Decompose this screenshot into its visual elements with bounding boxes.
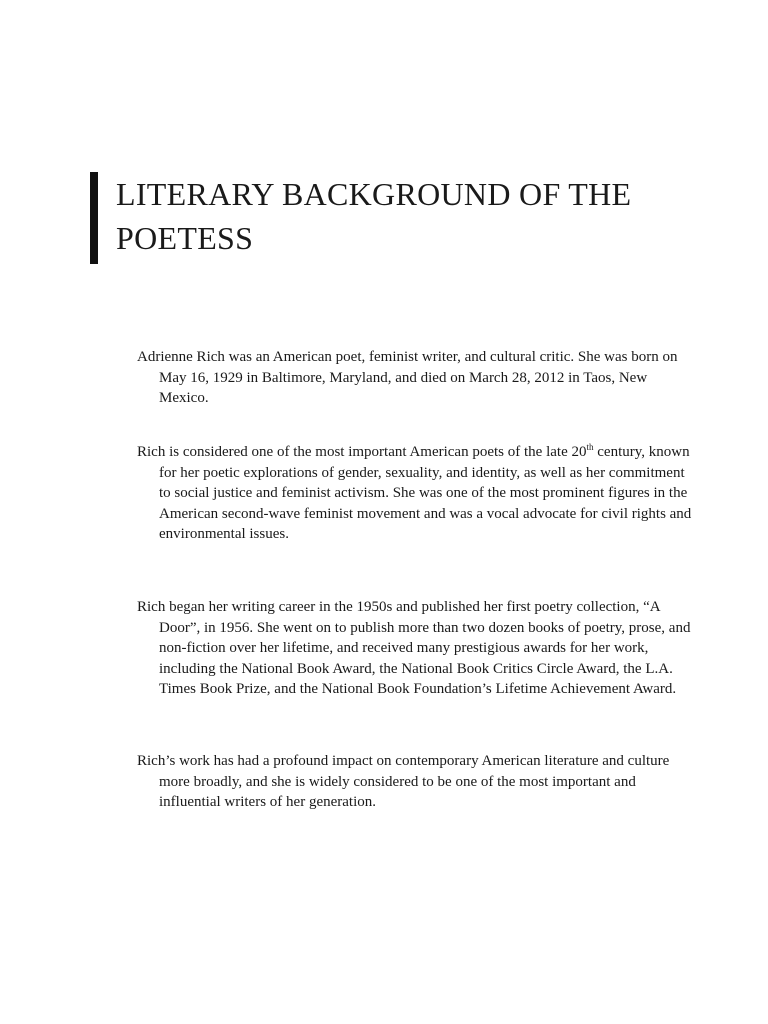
paragraph-career: Rich began her writing career in the 1950s and published her first poetry collection, “A Door”, in 1956. She went on to publish more than two dozen books of poetry, prose, and non-fiction over her lifetime, and received many prestigious awards for her work, including the National Book Award, the National Book Critics Circle Award, the L.A. Times Book Prize, and the National Book Foundation’s Lifetime Achievement Award. [137,599,691,698]
paragraph-legacy: Rich’s work has had a profound impact on contemporary American literature and culture more broadly, and she is widely considered to be one of the most important and influential writers of her generation. [137,753,670,811]
paragraph-text-part: century, known for her poetic explorations of gender, sexuality, and identity, as well as her commitment to social justice and feminist activism. She was one of the most prominent figures in the American second-wave feminist movement and was a vocal advocate for civil rights and environmental issues. [159,444,692,543]
paragraph-significance [137,442,699,545]
paragraph-text-part: Rich is considered one of the most important American poets of the late 20 [137,444,587,460]
ordinal-superscript: th [586,442,594,452]
paragraph-biography: Adrienne Rich was an American poet, feminist writer, and cultural critic. She was born on May 16, 1929 in Baltimore, Maryland, and died on March 28, 2012 in Taos, New Mexico. [137,349,678,407]
document-title: LITERARY BACKGROUND OF THE POETESS [116,176,632,256]
title-accent-bar [90,172,98,264]
